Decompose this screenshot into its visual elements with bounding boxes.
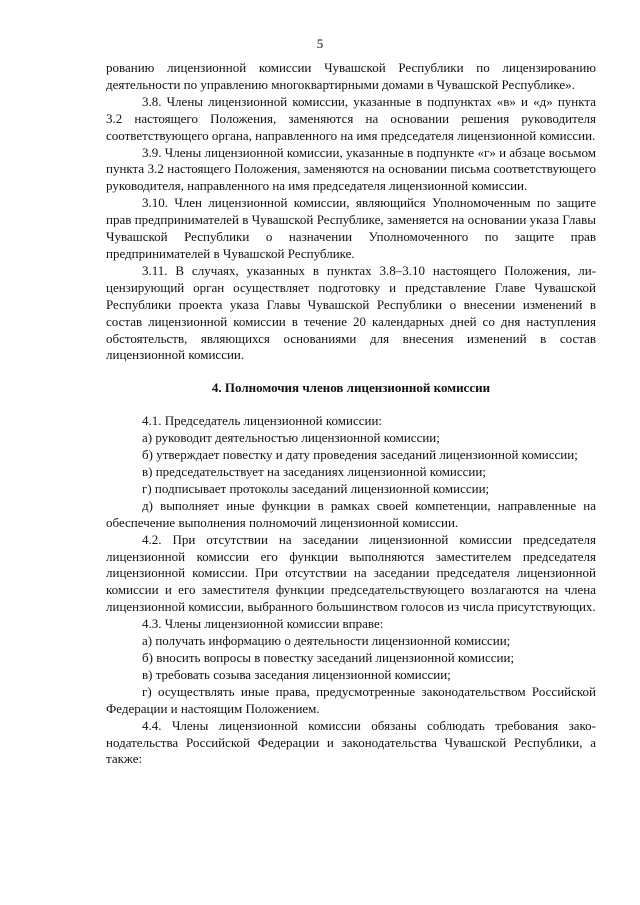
paragraph-4-1: 4.1. Председатель лицензионной комиссии: bbox=[142, 413, 383, 429]
section-heading: 4. Полномочия членов лицензионной комиссии bbox=[211, 380, 491, 396]
paragraph-3-8: 3.8. Члены лицензионной комиссии, указанные в подпунктах «в» и «д» пункта 3.2 настоящего Положения, заменяются на основании решения руководителя соответствующего органа, направленного на имя председателя лицензионной комиссии. bbox=[106, 93, 596, 143]
paragraph-3-9: 3.9. Члены лицензионной комиссии, указанные в подпункте «г» и абзаце восьмом пункта 3.2 настоящего Положения, заменяются на основании письма соответствующего руководителя, направленного на имя председателя лицензионной комиссии. bbox=[106, 144, 596, 194]
list-item-4-3-g: г) осуществлять иные права, предусмотренные законодательством Российской Федерации и настоящим Положением. bbox=[106, 683, 596, 716]
document-body bbox=[106, 60, 596, 768]
list-item-4-1-a: а) руководит деятельностью лицензионной комиссии; bbox=[142, 430, 440, 446]
paragraph-4-3: 4.3. Члены лицензионной комиссии вправе: bbox=[142, 616, 384, 632]
list-item-4-3-v: в) требовать созыва заседания лицензионной комиссии; bbox=[142, 666, 451, 682]
paragraph-continuation: рованию лицензионной комиссии Чувашской Республики по лицензированию деятельности по управлению многоквартирными домами в Чувашской Республике». bbox=[106, 60, 596, 92]
list-item-4-1-b: б) утверждает повестку и дату проведения заседаний лицензионной комиссии; bbox=[142, 447, 578, 463]
page-number: 5 bbox=[316, 36, 324, 51]
list-item-4-1-d: д) выполняет иные функции в рамках своей компетенции, направленные на обеспечение выполнения полномочий лицензионной комиссии. bbox=[106, 497, 596, 530]
paragraph-4-4: 4.4. Члены лицензионной комиссии обязаны соблюдать требования законодательства Российской Федерации и законодательства Чувашской Республики, а также: bbox=[106, 717, 596, 767]
paragraph-4-2: 4.2. При отсутствии на заседании лицензионной комиссии председателя лицензионной комиссии его функции выполняются заместителем председателя лицензионной комиссии. При отсутствии на заседании председателя лицензионной комиссии и его заместителя функции председательствующего возлагаются на члена лицензионной комиссии, выбранного большинством голосов из числа присутствующих. bbox=[106, 531, 596, 615]
list-item-4-3-b: б) вносить вопросы в повестку заседаний лицензионной комиссии; bbox=[142, 650, 515, 665]
paragraph-3-10: 3.10. Член лицензионной комиссии, являющийся Уполномоченным по защите прав предпринимателей в Чувашской Республике, заменяется на основании указа Главы Чувашской Республики о назначении Уполномоченного по защите прав предпринимателей в Чувашской Республике. bbox=[106, 195, 596, 261]
list-item-4-3-a: а) получать информацию о деятельности лицензионной комиссии; bbox=[142, 633, 511, 649]
list-item-4-1-g: г) подписывает протоколы заседаний лицензионной комиссии; bbox=[142, 480, 490, 496]
paragraph-3-11: 3.11. В случаях, указанных в пунктах 3.8–3.10 настоящего Положения, лицензирующий орган осуществляет подготовку и представление Главе Чувашской Республики проекта указа Главы Чувашской Республики о внесении изменений в состав лицензионной комиссии в течение 20 календарных дней со дня наступления обстоятельств, являющихся основаниями для внесения изменений в состав лицензионной комиссии. bbox=[106, 262, 596, 363]
list-item-4-1-v: в) председательствует на заседаниях лицензионной комиссии; bbox=[142, 464, 486, 480]
